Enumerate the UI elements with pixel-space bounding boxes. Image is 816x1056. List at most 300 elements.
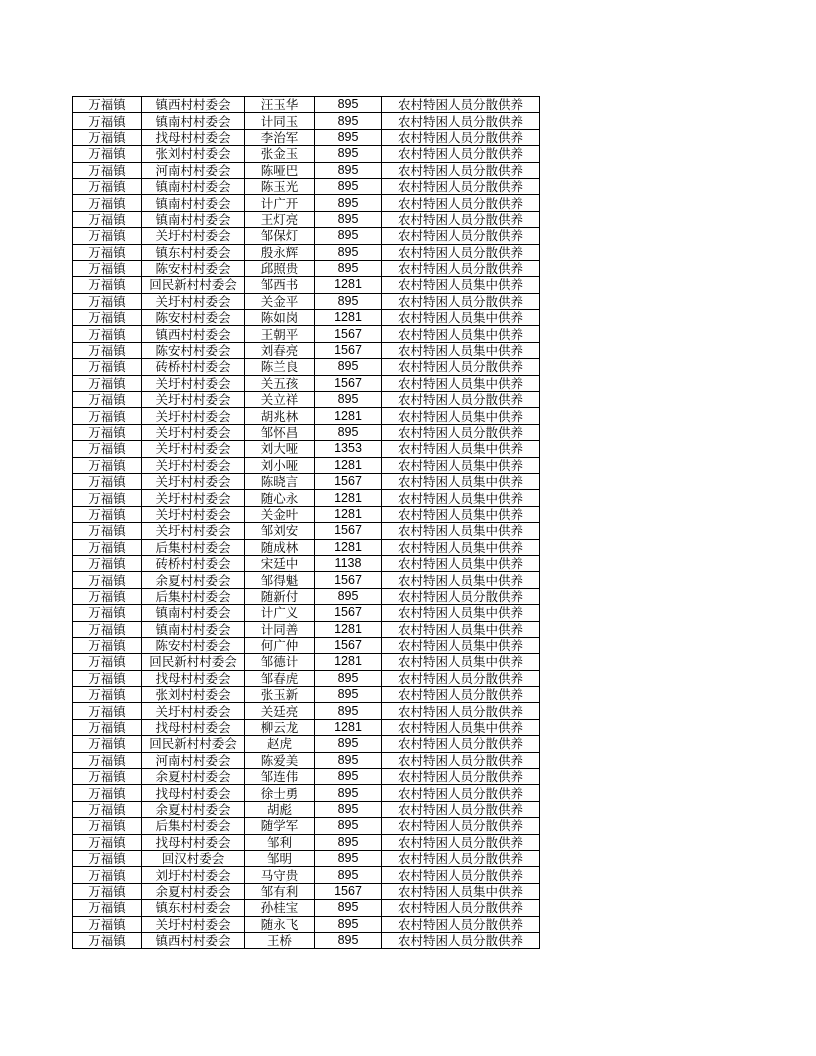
relief-table	[72, 96, 540, 949]
town-cell: 万福镇	[73, 867, 142, 883]
table-row	[73, 359, 540, 375]
table-row	[73, 441, 540, 457]
amount-cell: 895	[315, 293, 382, 309]
amount-cell: 895	[315, 113, 382, 129]
support-type-cell: 农村特困人员分散供养	[382, 244, 540, 260]
village-committee-cell: 关圩村村委会	[142, 457, 245, 473]
support-type-cell: 农村特困人员分散供养	[382, 260, 540, 276]
town-cell: 万福镇	[73, 588, 142, 604]
support-type-cell: 农村特困人员分散供养	[382, 850, 540, 866]
table-row	[73, 818, 540, 834]
amount-cell: 895	[315, 932, 382, 948]
name-cell: 徐士勇	[245, 785, 315, 801]
town-cell: 万福镇	[73, 113, 142, 129]
town-cell: 万福镇	[73, 506, 142, 522]
name-cell: 邱照贵	[245, 260, 315, 276]
amount-cell: 1281	[315, 539, 382, 555]
table-row	[73, 605, 540, 621]
name-cell: 刘春亮	[245, 342, 315, 358]
support-type-cell: 农村特困人员集中供养	[382, 342, 540, 358]
village-committee-cell: 后集村村委会	[142, 818, 245, 834]
amount-cell: 895	[315, 424, 382, 440]
amount-cell: 895	[315, 900, 382, 916]
village-committee-cell: 镇南村村委会	[142, 605, 245, 621]
name-cell: 随成林	[245, 539, 315, 555]
table-row	[73, 342, 540, 358]
village-committee-cell: 镇西村村委会	[142, 932, 245, 948]
table-row	[73, 572, 540, 588]
name-cell: 宋廷中	[245, 555, 315, 571]
name-cell: 计同善	[245, 621, 315, 637]
name-cell: 邹利	[245, 834, 315, 850]
village-committee-cell: 关圩村村委会	[142, 228, 245, 244]
village-committee-cell: 关圩村村委会	[142, 473, 245, 489]
town-cell: 万福镇	[73, 473, 142, 489]
village-committee-cell: 关圩村村委会	[142, 916, 245, 932]
village-committee-cell: 河南村村委会	[142, 752, 245, 768]
amount-cell: 895	[315, 818, 382, 834]
amount-cell: 1281	[315, 457, 382, 473]
table-row	[73, 769, 540, 785]
support-type-cell: 农村特困人员集中供养	[382, 375, 540, 391]
amount-cell: 895	[315, 359, 382, 375]
amount-cell: 1281	[315, 621, 382, 637]
amount-cell: 895	[315, 736, 382, 752]
village-committee-cell: 关圩村村委会	[142, 506, 245, 522]
amount-cell: 895	[315, 752, 382, 768]
support-type-cell: 农村特困人员分散供养	[382, 113, 540, 129]
amount-cell: 1281	[315, 490, 382, 506]
village-committee-cell: 回民新村村委会	[142, 277, 245, 293]
amount-cell: 1567	[315, 883, 382, 899]
amount-cell: 895	[315, 97, 382, 113]
town-cell: 万福镇	[73, 211, 142, 227]
table-row	[73, 687, 540, 703]
support-type-cell: 农村特困人员集中供养	[382, 473, 540, 489]
amount-cell: 1567	[315, 637, 382, 653]
amount-cell: 1567	[315, 523, 382, 539]
name-cell: 随心永	[245, 490, 315, 506]
name-cell: 计同玉	[245, 113, 315, 129]
support-type-cell: 农村特困人员分散供养	[382, 293, 540, 309]
name-cell: 陈玉光	[245, 178, 315, 194]
village-committee-cell: 找母村村委会	[142, 834, 245, 850]
town-cell: 万福镇	[73, 146, 142, 162]
support-type-cell: 农村特困人员分散供养	[382, 195, 540, 211]
amount-cell: 895	[315, 211, 382, 227]
table-row	[73, 228, 540, 244]
village-committee-cell: 回汉村委会	[142, 850, 245, 866]
village-committee-cell: 镇东村村委会	[142, 244, 245, 260]
village-committee-cell: 镇南村村委会	[142, 178, 245, 194]
village-committee-cell: 关圩村村委会	[142, 441, 245, 457]
amount-cell: 895	[315, 195, 382, 211]
support-type-cell: 农村特困人员分散供养	[382, 162, 540, 178]
village-committee-cell: 陈安村村委会	[142, 342, 245, 358]
amount-cell: 895	[315, 392, 382, 408]
village-committee-cell: 陈安村村委会	[142, 260, 245, 276]
table-row	[73, 506, 540, 522]
town-cell: 万福镇	[73, 326, 142, 342]
town-cell: 万福镇	[73, 490, 142, 506]
name-cell: 张金玉	[245, 146, 315, 162]
village-committee-cell: 刘圩村村委会	[142, 867, 245, 883]
town-cell: 万福镇	[73, 342, 142, 358]
table-row	[73, 752, 540, 768]
table-row	[73, 785, 540, 801]
name-cell: 计广开	[245, 195, 315, 211]
village-committee-cell: 陈安村村委会	[142, 310, 245, 326]
name-cell: 何广仲	[245, 637, 315, 653]
table-row	[73, 129, 540, 145]
amount-cell: 895	[315, 228, 382, 244]
support-type-cell: 农村特困人员集中供养	[382, 457, 540, 473]
town-cell: 万福镇	[73, 162, 142, 178]
village-committee-cell: 镇南村村委会	[142, 113, 245, 129]
table-row	[73, 375, 540, 391]
village-committee-cell: 砖桥村村委会	[142, 359, 245, 375]
table-row	[73, 523, 540, 539]
amount-cell: 1567	[315, 342, 382, 358]
support-type-cell: 农村特困人员分散供养	[382, 687, 540, 703]
table-row	[73, 932, 540, 948]
name-cell: 关金叶	[245, 506, 315, 522]
name-cell: 刘大哑	[245, 441, 315, 457]
support-type-cell: 农村特困人员集中供养	[382, 408, 540, 424]
village-committee-cell: 镇西村村委会	[142, 326, 245, 342]
village-committee-cell: 找母村村委会	[142, 719, 245, 735]
village-committee-cell: 张刘村村委会	[142, 687, 245, 703]
table-row	[73, 736, 540, 752]
support-type-cell: 农村特困人员集中供养	[382, 555, 540, 571]
name-cell: 陈爱美	[245, 752, 315, 768]
support-type-cell: 农村特困人员分散供养	[382, 801, 540, 817]
town-cell: 万福镇	[73, 539, 142, 555]
table-row	[73, 392, 540, 408]
amount-cell: 1281	[315, 408, 382, 424]
name-cell: 随新付	[245, 588, 315, 604]
support-type-cell: 农村特困人员集中供养	[382, 490, 540, 506]
table-row	[73, 113, 540, 129]
town-cell: 万福镇	[73, 834, 142, 850]
name-cell: 关立祥	[245, 392, 315, 408]
town-cell: 万福镇	[73, 195, 142, 211]
amount-cell: 895	[315, 834, 382, 850]
town-cell: 万福镇	[73, 670, 142, 686]
support-type-cell: 农村特困人员分散供养	[382, 392, 540, 408]
amount-cell: 895	[315, 687, 382, 703]
amount-cell: 895	[315, 129, 382, 145]
town-cell: 万福镇	[73, 392, 142, 408]
village-committee-cell: 找母村村委会	[142, 129, 245, 145]
village-committee-cell: 河南村村委会	[142, 162, 245, 178]
name-cell: 邹怀昌	[245, 424, 315, 440]
support-type-cell: 农村特困人员分散供养	[382, 932, 540, 948]
table-row	[73, 670, 540, 686]
town-cell: 万福镇	[73, 359, 142, 375]
name-cell: 邹保灯	[245, 228, 315, 244]
name-cell: 胡彪	[245, 801, 315, 817]
table-row	[73, 424, 540, 440]
name-cell: 陈如岗	[245, 310, 315, 326]
table-row	[73, 490, 540, 506]
village-committee-cell: 关圩村村委会	[142, 408, 245, 424]
support-type-cell: 农村特困人员集中供养	[382, 605, 540, 621]
amount-cell: 1138	[315, 555, 382, 571]
support-type-cell: 农村特困人员分散供养	[382, 900, 540, 916]
amount-cell: 895	[315, 867, 382, 883]
amount-cell: 1353	[315, 441, 382, 457]
table-row	[73, 457, 540, 473]
town-cell: 万福镇	[73, 457, 142, 473]
town-cell: 万福镇	[73, 785, 142, 801]
town-cell: 万福镇	[73, 850, 142, 866]
name-cell: 孙桂宝	[245, 900, 315, 916]
table-row	[73, 850, 540, 866]
table-body	[73, 97, 540, 949]
support-type-cell: 农村特困人员分散供养	[382, 424, 540, 440]
village-committee-cell: 镇南村村委会	[142, 621, 245, 637]
name-cell: 邹有利	[245, 883, 315, 899]
name-cell: 随学军	[245, 818, 315, 834]
village-committee-cell: 镇西村村委会	[142, 97, 245, 113]
village-committee-cell: 关圩村村委会	[142, 490, 245, 506]
support-type-cell: 农村特困人员分散供养	[382, 736, 540, 752]
table-row	[73, 801, 540, 817]
town-cell: 万福镇	[73, 244, 142, 260]
village-committee-cell: 余夏村村委会	[142, 572, 245, 588]
name-cell: 邹春虎	[245, 670, 315, 686]
table-row	[73, 260, 540, 276]
name-cell: 胡兆林	[245, 408, 315, 424]
support-type-cell: 农村特困人员集中供养	[382, 572, 540, 588]
village-committee-cell: 回民新村村委会	[142, 654, 245, 670]
village-committee-cell: 镇南村村委会	[142, 211, 245, 227]
amount-cell: 895	[315, 850, 382, 866]
support-type-cell: 农村特困人员集中供养	[382, 719, 540, 735]
name-cell: 邹西书	[245, 277, 315, 293]
town-cell: 万福镇	[73, 736, 142, 752]
support-type-cell: 农村特困人员集中供养	[382, 883, 540, 899]
name-cell: 柳云龙	[245, 719, 315, 735]
village-committee-cell: 关圩村村委会	[142, 523, 245, 539]
support-type-cell: 农村特困人员分散供养	[382, 818, 540, 834]
support-type-cell: 农村特困人员集中供养	[382, 637, 540, 653]
amount-cell: 1567	[315, 605, 382, 621]
name-cell: 陈兰良	[245, 359, 315, 375]
name-cell: 赵虎	[245, 736, 315, 752]
name-cell: 邹得魁	[245, 572, 315, 588]
table-row	[73, 637, 540, 653]
village-committee-cell: 砖桥村村委会	[142, 555, 245, 571]
town-cell: 万福镇	[73, 932, 142, 948]
support-type-cell: 农村特困人员分散供养	[382, 867, 540, 883]
table-row	[73, 719, 540, 735]
table-row	[73, 408, 540, 424]
support-type-cell: 农村特困人员集中供养	[382, 539, 540, 555]
table-row	[73, 588, 540, 604]
support-type-cell: 农村特困人员分散供养	[382, 359, 540, 375]
town-cell: 万福镇	[73, 572, 142, 588]
table-row	[73, 900, 540, 916]
table-row	[73, 703, 540, 719]
village-committee-cell: 余夏村村委会	[142, 769, 245, 785]
town-cell: 万福镇	[73, 654, 142, 670]
amount-cell: 1281	[315, 506, 382, 522]
village-committee-cell: 张刘村村委会	[142, 146, 245, 162]
amount-cell: 1567	[315, 572, 382, 588]
name-cell: 王桥	[245, 932, 315, 948]
support-type-cell: 农村特困人员集中供养	[382, 506, 540, 522]
town-cell: 万福镇	[73, 523, 142, 539]
amount-cell: 895	[315, 162, 382, 178]
town-cell: 万福镇	[73, 637, 142, 653]
village-committee-cell: 余夏村村委会	[142, 883, 245, 899]
town-cell: 万福镇	[73, 178, 142, 194]
town-cell: 万福镇	[73, 97, 142, 113]
support-type-cell: 农村特困人员分散供养	[382, 916, 540, 932]
support-type-cell: 农村特困人员分散供养	[382, 785, 540, 801]
support-type-cell: 农村特困人员分散供养	[382, 178, 540, 194]
name-cell: 邹连伟	[245, 769, 315, 785]
town-cell: 万福镇	[73, 883, 142, 899]
town-cell: 万福镇	[73, 605, 142, 621]
table-row	[73, 555, 540, 571]
table-row	[73, 293, 540, 309]
support-type-cell: 农村特困人员分散供养	[382, 834, 540, 850]
town-cell: 万福镇	[73, 228, 142, 244]
village-committee-cell: 找母村村委会	[142, 785, 245, 801]
name-cell: 王朝平	[245, 326, 315, 342]
name-cell: 邹刘安	[245, 523, 315, 539]
village-committee-cell: 回民新村村委会	[142, 736, 245, 752]
amount-cell: 1281	[315, 310, 382, 326]
town-cell: 万福镇	[73, 277, 142, 293]
town-cell: 万福镇	[73, 719, 142, 735]
village-committee-cell: 陈安村村委会	[142, 637, 245, 653]
table-row	[73, 310, 540, 326]
table-row	[73, 244, 540, 260]
town-cell: 万福镇	[73, 769, 142, 785]
amount-cell: 895	[315, 146, 382, 162]
village-committee-cell: 镇南村村委会	[142, 195, 245, 211]
town-cell: 万福镇	[73, 424, 142, 440]
village-committee-cell: 关圩村村委会	[142, 293, 245, 309]
support-type-cell: 农村特困人员分散供养	[382, 228, 540, 244]
village-committee-cell: 后集村村委会	[142, 539, 245, 555]
town-cell: 万福镇	[73, 818, 142, 834]
town-cell: 万福镇	[73, 916, 142, 932]
town-cell: 万福镇	[73, 555, 142, 571]
name-cell: 王灯亮	[245, 211, 315, 227]
village-committee-cell: 后集村村委会	[142, 588, 245, 604]
name-cell: 殷永辉	[245, 244, 315, 260]
name-cell: 邹德计	[245, 654, 315, 670]
town-cell: 万福镇	[73, 703, 142, 719]
town-cell: 万福镇	[73, 129, 142, 145]
support-type-cell: 农村特困人员分散供养	[382, 703, 540, 719]
table-row	[73, 162, 540, 178]
amount-cell: 895	[315, 703, 382, 719]
amount-cell: 895	[315, 785, 382, 801]
amount-cell: 1281	[315, 654, 382, 670]
name-cell: 马守贵	[245, 867, 315, 883]
name-cell: 陈晓言	[245, 473, 315, 489]
town-cell: 万福镇	[73, 375, 142, 391]
support-type-cell: 农村特困人员集中供养	[382, 621, 540, 637]
table-row	[73, 97, 540, 113]
amount-cell: 895	[315, 260, 382, 276]
table-row	[73, 867, 540, 883]
amount-cell: 895	[315, 801, 382, 817]
support-type-cell: 农村特困人员集中供养	[382, 277, 540, 293]
amount-cell: 1567	[315, 473, 382, 489]
town-cell: 万福镇	[73, 752, 142, 768]
table-row	[73, 539, 540, 555]
village-committee-cell: 镇东村村委会	[142, 900, 245, 916]
table-row	[73, 195, 540, 211]
town-cell: 万福镇	[73, 293, 142, 309]
name-cell: 关廷亮	[245, 703, 315, 719]
village-committee-cell: 关圩村村委会	[142, 392, 245, 408]
town-cell: 万福镇	[73, 441, 142, 457]
support-type-cell: 农村特困人员集中供养	[382, 310, 540, 326]
town-cell: 万福镇	[73, 621, 142, 637]
support-type-cell: 农村特困人员分散供养	[382, 146, 540, 162]
table-row	[73, 883, 540, 899]
support-type-cell: 农村特困人员集中供养	[382, 326, 540, 342]
table-row	[73, 326, 540, 342]
town-cell: 万福镇	[73, 260, 142, 276]
name-cell: 随永飞	[245, 916, 315, 932]
name-cell: 陈哑巴	[245, 162, 315, 178]
name-cell: 李治军	[245, 129, 315, 145]
table-row	[73, 146, 540, 162]
village-committee-cell: 关圩村村委会	[142, 424, 245, 440]
support-type-cell: 农村特困人员分散供养	[382, 769, 540, 785]
amount-cell: 1281	[315, 277, 382, 293]
table-row	[73, 473, 540, 489]
support-type-cell: 农村特困人员分散供养	[382, 588, 540, 604]
table-row	[73, 178, 540, 194]
table-row	[73, 277, 540, 293]
town-cell: 万福镇	[73, 687, 142, 703]
amount-cell: 895	[315, 178, 382, 194]
name-cell: 计广义	[245, 605, 315, 621]
name-cell: 关五孩	[245, 375, 315, 391]
table-row	[73, 834, 540, 850]
table-row	[73, 916, 540, 932]
village-committee-cell: 余夏村村委会	[142, 801, 245, 817]
support-type-cell: 农村特困人员分散供养	[382, 670, 540, 686]
amount-cell: 895	[315, 916, 382, 932]
support-type-cell: 农村特困人员集中供养	[382, 654, 540, 670]
town-cell: 万福镇	[73, 900, 142, 916]
village-committee-cell: 关圩村村委会	[142, 375, 245, 391]
name-cell: 刘小哑	[245, 457, 315, 473]
amount-cell: 1567	[315, 375, 382, 391]
amount-cell: 1567	[315, 326, 382, 342]
name-cell: 邹明	[245, 850, 315, 866]
name-cell: 关金平	[245, 293, 315, 309]
village-committee-cell: 关圩村村委会	[142, 703, 245, 719]
town-cell: 万福镇	[73, 408, 142, 424]
name-cell: 汪玉华	[245, 97, 315, 113]
amount-cell: 1281	[315, 719, 382, 735]
table-row	[73, 621, 540, 637]
support-type-cell: 农村特困人员集中供养	[382, 441, 540, 457]
support-type-cell: 农村特困人员分散供养	[382, 752, 540, 768]
